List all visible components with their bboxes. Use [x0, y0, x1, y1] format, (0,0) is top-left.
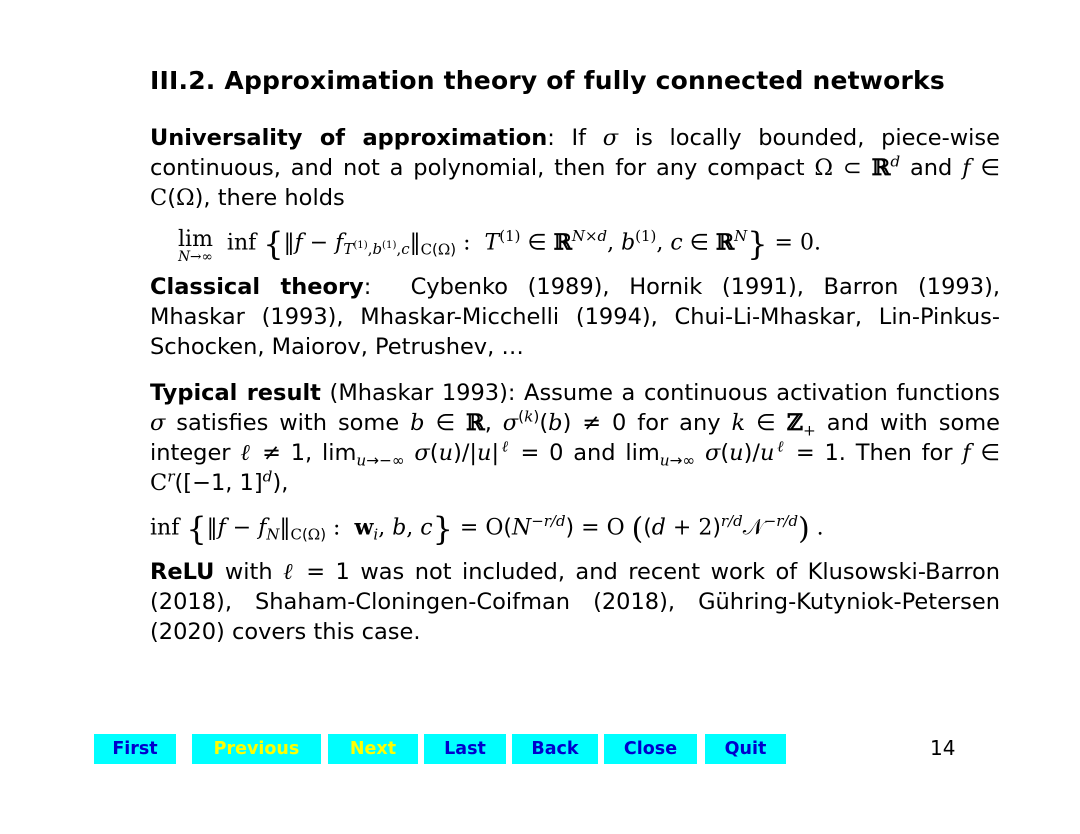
nav-button-quit[interactable]: Quit	[705, 734, 786, 764]
limit-operator: lim N→∞	[178, 227, 213, 266]
nav-button-previous[interactable]: Previous	[192, 734, 321, 764]
equation-universality: lim N→∞ inf {‖f − $f_{T^{(1)},b^{(1)},c}‖_{C(\Omega)}$ : $T^{(1)}$ ∈ ℝ$^{N\times d}$, $b^{(1)}$, c ∈ ℝ$^N$} = 0.	[178, 224, 821, 266]
paragraph-universality	[150, 124, 1000, 214]
paragraph-typical	[150, 379, 1000, 499]
nav-button-next[interactable]: Next	[328, 734, 418, 764]
equation-typical: inf {‖f − $f_N‖_{C(\Omega)}$ : $w_i$, b, $c\} = O(N^{-r/d}) = O$ $((d + 2)^{r/d}𝒩^{-r/d})$ .	[150, 509, 824, 548]
universality-lead: Universality of approximation	[150, 125, 548, 151]
nav-button-close[interactable]: Close	[604, 734, 697, 764]
page-number: 14	[930, 736, 956, 760]
paragraph-classical	[150, 273, 1000, 363]
page-title: III.2. Approximation theory of fully connected networks	[150, 66, 945, 95]
paragraph-relu	[150, 558, 1000, 648]
classical-lead: Classical theory	[150, 274, 364, 301]
universality-text: : If σ is locally bounded, piece-wise continuous, and not a polynomial, then for any compact Ω ⊂ ℝ$^d$ and f ∈ C(Ω), there holds	[150, 125, 1000, 211]
relu-lead: ReLU	[150, 559, 215, 586]
classical-text: : Cybenko (1989), Hornik (1991), Barron (1993), Mhaskar (1993), Mhaskar-Micchelli (1994), Chui-Li-Mhaskar, Lin-Pinkus-Schocken, Maiorov, Petrushev, …	[150, 274, 1000, 361]
typical-text: (Mhaskar 1993): Assume a continuous activation functions σ satisfies with some b ∈ ℝ, $\sigma^{(k)}(b) \ne 0$ for any k ∈ ℤ$_+$ and with some integer ℓ ≠ 1, $\lim_{u\to-\infty} \sigma(u)/|u|^\ell = 0$ and $\lim_{u\to\infty} \sigma(u)/u^\ell = 1$. Then for f ∈ $C^r([-1$, 1]$^d$),	[150, 380, 1001, 496]
nav-button-first[interactable]: First	[94, 734, 176, 764]
nav-button-back[interactable]: Back	[512, 734, 598, 764]
navigation-bar	[94, 734, 994, 766]
nav-button-last[interactable]: Last	[424, 734, 506, 764]
relu-text: with ℓ = 1 was not included, and recent work of Klusowski-Barron (2018), Shaham-Cloningen-Coifman (2018), Gühring-Kutyniok-Petersen (2020) covers this case.	[150, 559, 1000, 645]
typical-lead: Typical result	[150, 380, 321, 406]
slide-content	[150, 66, 1000, 654]
